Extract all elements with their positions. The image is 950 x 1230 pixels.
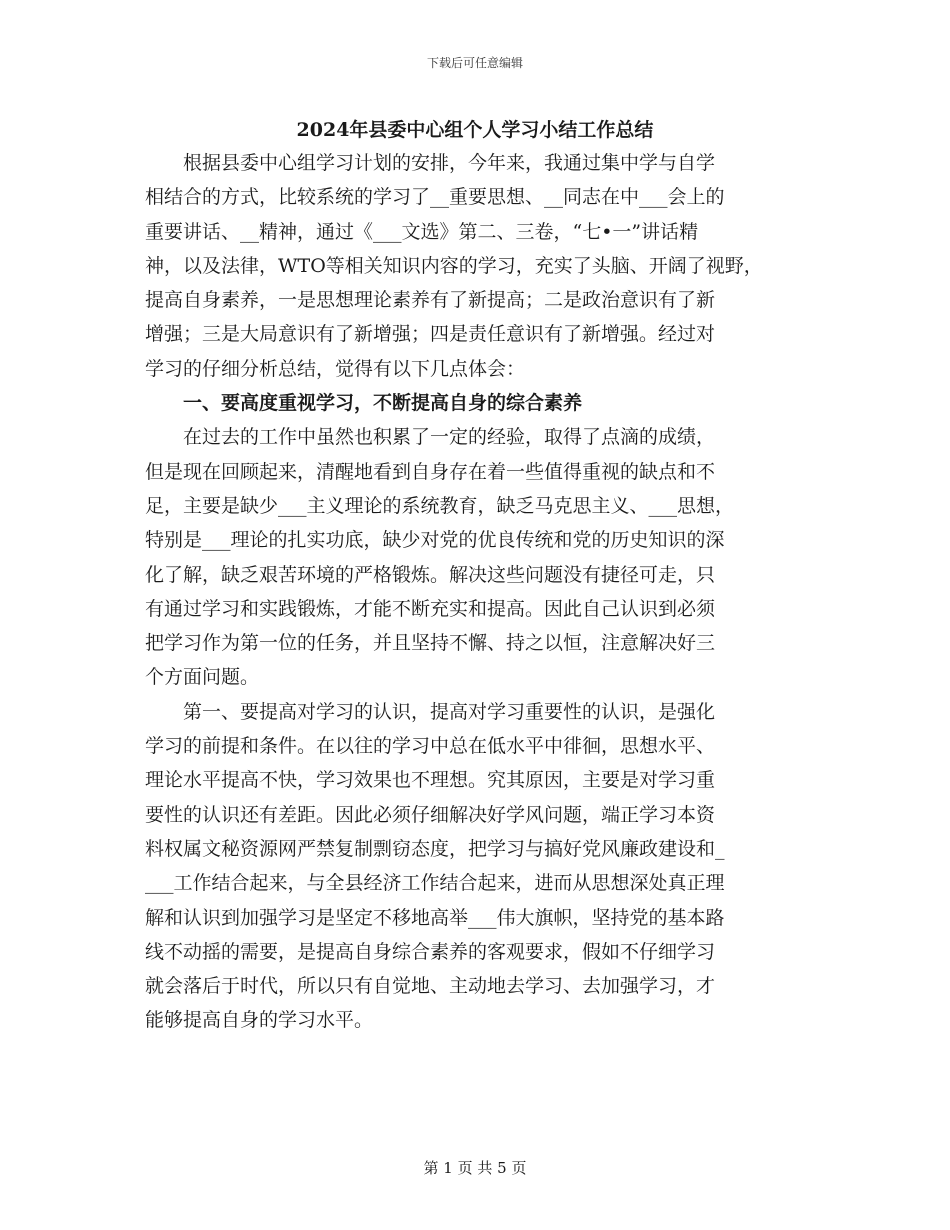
body-line: 相结合的方式，比较系统的学习了__重要思想、__同志在中___会上的 (145, 186, 725, 209)
body-line: 解和认识到加强学习是坚定不移地高举___伟大旗帜，坚持党的基本路 (145, 906, 725, 929)
body-line: 第一、要提高对学习的认识，提高对学习重要性的认识，是强化 (145, 700, 716, 723)
body-line: 料权属文秘资源网严禁复制剽窃态度，把学习与搞好党风廉政建设和_ (145, 837, 725, 860)
header-note: 下载后可任意编辑 (426, 56, 523, 70)
body-line: 学习的前提和条件。在以往的学习中总在低水平中徘徊，思想水平、 (145, 735, 716, 758)
body-line: 有通过学习和实践锻炼，才能不断充实和提高。因此自己认识到必须 (145, 597, 716, 620)
body-line: 就会落后于时代，所以只有自觉地、主动地去学习、去加强学习，才 (145, 975, 716, 998)
body-line: 但是现在回顾起来，清醒地看到自身存在着一些值得重视的缺点和不 (145, 460, 716, 483)
body-line: 重要讲话、__精神，通过《___文选》第二、三卷，“七•一”讲话精 (145, 220, 699, 243)
body-line: 要性的认识还有差距。因此必须仔细解决好学风问题，端正学习本资 (145, 803, 716, 826)
body-line: 提高自身素养，一是思想理论素养有了新提高；二是政治意识有了新 (145, 289, 716, 312)
body-line: 特别是___理论的扎实功底，缺少对党的优良传统和党的历史知识的深 (145, 529, 725, 552)
body-line: ___工作结合起来，与全县经济工作结合起来，进而从思想深处真正理 (145, 872, 725, 895)
document-title: 2024年县委中心组个人学习小结工作总结 (296, 119, 654, 141)
body-line: 个方面问题。 (145, 666, 260, 689)
body-line: 把学习作为第一位的任务，并且坚持不懈、持之以恒，注意解决好三 (145, 632, 716, 655)
body-line: 能够提高自身的学习水平。 (145, 1009, 374, 1032)
page-footer: 第 1 页 共 5 页 (423, 1159, 527, 1177)
body-line: 根据县委中心组学习计划的安排，今年来，我通过集中学与自学 (145, 152, 716, 174)
body-line: 学习的仔细分析总结，觉得有以下几点体会： (145, 357, 526, 380)
body-line: 在过去的工作中虽然也积累了一定的经验，取得了点滴的成绩， (145, 426, 716, 449)
body-line: 足，主要是缺少___主义理论的系统教育，缺乏马克思主义、___思想， (145, 494, 735, 517)
body-line: 化了解，缺乏艰苦环境的严格锻炼。解决这些问题没有捷径可走，只 (145, 563, 716, 586)
document-body (145, 146, 825, 1038)
body-line: 增强；三是大局意识有了新增强；四是责任意识有了新增强。经过对 (145, 323, 716, 346)
section-heading: 一、要高度重视学习，不断提高自身的综合素养 (145, 392, 583, 415)
body-line: 线不动摇的需要，是提高自身综合素养的客观要求，假如不仔细学习 (145, 940, 716, 963)
body-line: 理论水平提高不快，学习效果也不理想。究其原因，主要是对学习重 (145, 769, 716, 792)
body-line: 神，以及法律，WTO等相关知识内容的学习，充实了头脑、开阔了视野， (145, 254, 763, 277)
